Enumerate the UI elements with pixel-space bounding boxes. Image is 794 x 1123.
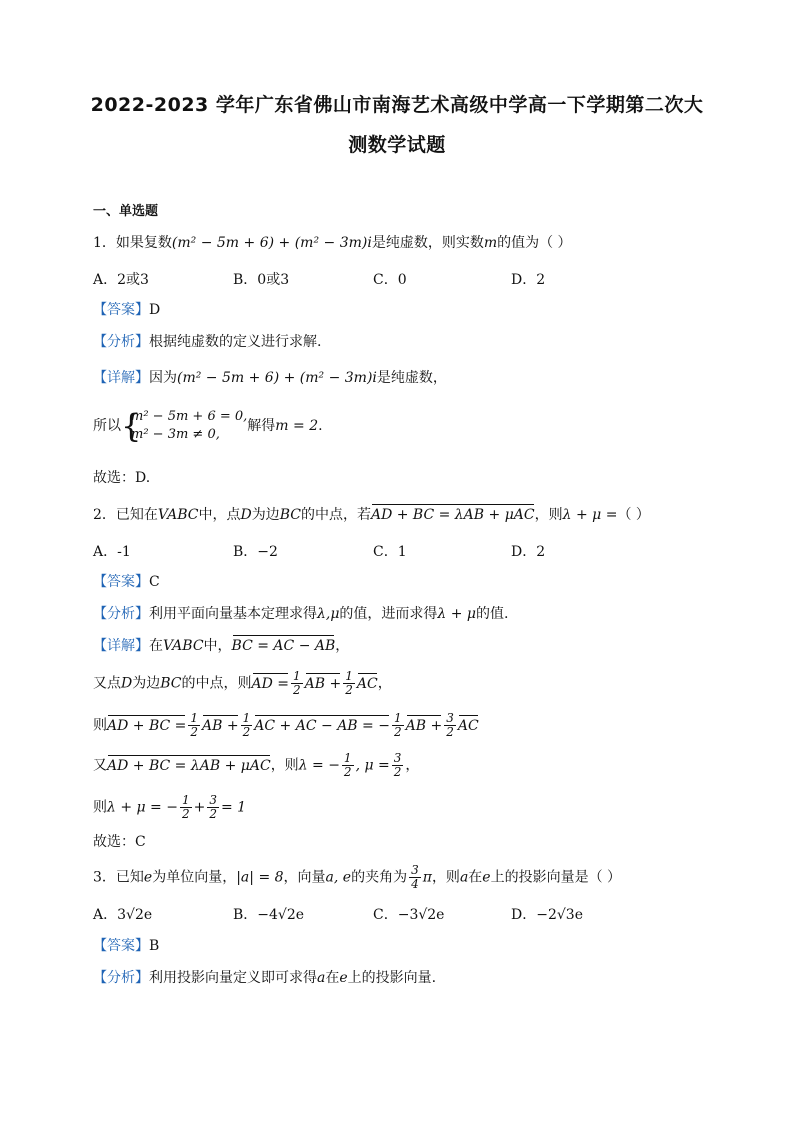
q1-analysis (93, 332, 754, 352)
fraction-numerator: 1 (345, 669, 353, 683)
q2-choose: 故选：C (93, 834, 146, 850)
q1-detail-expr: (m² − 5m + 6) + (m² − 3m)i (177, 370, 377, 386)
q2-d2-end: ， (377, 675, 392, 692)
q2-d2-point: D (121, 675, 133, 692)
q2-vector-condition: AD + BC = λAB + μAC (370, 507, 535, 523)
q3-analysis-text: 利用投影向量定义即可求得 (149, 970, 317, 986)
q2-d4-end: ， (405, 757, 420, 774)
fraction-half (291, 670, 303, 697)
q2-detail-line5 (93, 794, 754, 828)
q3-unit-vector: e (143, 869, 153, 886)
q2-d4-text-b: ，则 (270, 757, 299, 774)
fraction-three-halves (444, 712, 456, 739)
fraction-numerator: 3 (446, 711, 454, 725)
fraction-half (241, 712, 253, 739)
q2-analysis-text-b: 的值，进而求得 (339, 606, 438, 622)
q3-stem-text-d: 的夹角为 (351, 869, 408, 886)
fraction-half (342, 752, 354, 779)
q1-system-eq2: m² − 3m ≠ 0, (131, 427, 220, 442)
q1-complex-expr: (m² − 5m + 6) + (m² − 3m)i (171, 235, 372, 251)
q1-choose: 故选：D. (93, 470, 151, 486)
q2-stem-text: 2．已知在 (93, 507, 158, 523)
q1-analysis-text: 根据纯虚数的定义进行求解. (149, 334, 322, 350)
q2-d3-ab2: AB + (405, 717, 443, 734)
q2-answer-tag: 【答案】 (93, 574, 149, 590)
q3-stem-text-f: 在 (468, 869, 483, 886)
q3-analysis-a: a (317, 970, 326, 986)
fraction-denominator: 2 (343, 765, 352, 779)
fraction-numerator: 1 (393, 711, 402, 725)
fraction-three-halves (392, 752, 404, 779)
q2-d2-text-b: 为边 (132, 675, 161, 692)
q2-d4-mu: , μ = (355, 757, 390, 774)
q1-answer (93, 300, 754, 320)
q1-option-d[interactable]: D．2 (511, 272, 546, 288)
q2-d2-text: 又点 (93, 675, 121, 692)
fraction-half (343, 670, 355, 697)
q2-d2-lhs: AD = (251, 675, 290, 692)
q3-norm: |a| = 8 (236, 869, 284, 886)
q3-vector-a: a (459, 869, 469, 886)
q2-d1-triangle: VABC (163, 638, 204, 654)
q3-analysis-tag: 【分析】 (93, 970, 149, 986)
q1-detail (93, 368, 754, 388)
q2-d3-text: 则 (93, 717, 107, 734)
q2-detail-line2 (93, 670, 754, 704)
q2-analysis (93, 604, 754, 624)
q2-analysis-expr: λ + μ (437, 606, 477, 622)
fraction-half (188, 712, 200, 739)
document-title-line2: 测数学试题 (348, 134, 446, 156)
q2-d2-text-c: 的中点，则 (181, 675, 252, 692)
q2-d4-lambda: λ = − (298, 757, 340, 774)
fraction-denominator: 2 (181, 807, 190, 821)
brace-symbol: { (121, 407, 142, 445)
q1-so-text: 所以 (93, 418, 121, 434)
q3-analysis-text-b: 在 (325, 970, 340, 986)
q3-answer-tag: 【答案】 (93, 938, 149, 954)
q2-d2-ac: AC (356, 675, 378, 692)
q2-d5-expr: λ + μ = − (107, 799, 178, 816)
q1-system (93, 408, 754, 452)
q3-angle-fraction (409, 864, 421, 891)
q2-triangle: VABC (157, 507, 199, 523)
fraction-denominator: 2 (209, 807, 217, 821)
q3-vectors: a, e (325, 869, 352, 886)
q2-option-d[interactable]: D．2 (511, 544, 546, 560)
q1-system-eq1: m² − 5m + 6 = 0, (131, 409, 248, 424)
fraction-denominator: 2 (393, 725, 402, 739)
question-3-stem (93, 864, 754, 898)
q1-option-b[interactable]: B．0或3 (233, 272, 290, 288)
fraction-half (392, 712, 404, 739)
q2-d1-text: 在 (149, 638, 163, 654)
fraction-numerator: 1 (293, 669, 301, 683)
q3-option-b[interactable]: B．−4√2e (233, 907, 305, 923)
q1-detail-text: 因为 (149, 370, 177, 386)
q2-analysis-var: λ,μ (317, 606, 340, 622)
q1-stem-text-c: 的值为（ ） (497, 235, 572, 251)
q2-analysis-text: 利用平面向量基本定理求得 (149, 606, 317, 622)
q2-detail-line4 (93, 752, 754, 786)
q1-equation-system (121, 408, 247, 444)
section-heading: 一、单选题 (93, 204, 159, 219)
q1-answer-tag: 【答案】 (93, 302, 149, 318)
q1-var: m (483, 235, 498, 251)
q2-stem-text-b: 中，点 (198, 507, 241, 523)
q3-answer (93, 936, 754, 956)
q2-d3-ac: AC (457, 717, 479, 734)
q2-d2-ab: AB + (304, 675, 342, 692)
q3-analysis-e: e (339, 970, 348, 986)
fraction-numerator: 1 (242, 711, 251, 725)
q1-solve-end: . (318, 418, 323, 434)
fraction-numerator: 1 (190, 711, 199, 725)
q3-analysis-text-c: 上的投影向量. (347, 970, 437, 986)
q2-d3-ab: AB + (202, 717, 239, 734)
q3-stem-text-g: 上的投影向量是（ ） (490, 869, 622, 886)
q1-solve-text: 解得 (247, 418, 276, 434)
q2-stem-text-d: 的中点，若 (300, 507, 371, 523)
q2-stem-text-c: 为边 (251, 507, 280, 523)
fraction-numerator: 1 (343, 751, 352, 765)
q2-d3-mid: AC + AC − AB = − (254, 717, 390, 734)
document-title-line1: 2022-2023 学年广东省佛山市南海艺术高级中学高一下学期第二次大 (90, 94, 704, 116)
q3-option-a[interactable]: A．3√2e (93, 907, 153, 923)
q2-detail-tag: 【详解】 (93, 638, 149, 654)
q1-analysis-tag: 【分析】 (93, 334, 149, 350)
fraction-denominator: 2 (345, 683, 353, 697)
q2-option-b[interactable]: B．−2 (233, 544, 278, 560)
q1-detail-tag: 【详解】 (93, 370, 149, 386)
question-2-stem (93, 505, 754, 525)
q2-d5-text: 则 (93, 799, 107, 816)
q1-option-a[interactable]: A．2或3 (93, 272, 149, 288)
q1-solve-expr: m = 2 (275, 418, 319, 434)
q2-d3-lhs: AD + BC = (107, 717, 187, 734)
q2-detail-line3 (93, 712, 754, 746)
q2-d2-side: BC (160, 675, 182, 692)
fraction-numerator: 3 (209, 793, 217, 807)
q2-d1-expr: BC = AC − AB (231, 638, 336, 654)
fraction-three-halves (207, 794, 219, 821)
q2-option-a[interactable]: A．-1 (93, 544, 131, 560)
q2-d1-text-c: ， (335, 638, 350, 654)
fraction-denominator: 2 (190, 725, 199, 739)
q3-stem-text-b: 为单位向量， (152, 869, 237, 886)
fraction-half (180, 794, 192, 821)
q3-option-d[interactable]: D．−2√3e (511, 907, 583, 923)
fraction-denominator: 2 (393, 765, 402, 779)
q3-vector-e: e (482, 869, 491, 886)
q2-side: BC (279, 507, 301, 523)
q2-stem-text-e: ，则 (534, 507, 563, 523)
q2-analysis-tag: 【分析】 (93, 606, 149, 622)
q2-point: D (240, 507, 252, 523)
q3-answer-value: B (149, 938, 160, 954)
q2-detail-line1 (93, 636, 754, 656)
q3-analysis (93, 968, 754, 988)
fraction-denominator: 2 (446, 725, 454, 739)
q2-d5-plus: + (193, 799, 206, 816)
question-1-stem (93, 233, 754, 253)
q2-analysis-text-c: 的值. (476, 606, 509, 622)
q3-pi: π (422, 869, 432, 886)
q1-detail-text-b: 是纯虚数， (376, 370, 447, 386)
q2-answer-value: C (149, 574, 160, 590)
q3-stem-text: 3．已知 (93, 869, 144, 886)
q2-d4-text: 又 (93, 757, 107, 774)
fraction-numerator: 1 (181, 793, 190, 807)
q2-option-c[interactable]: C．1 (373, 544, 407, 560)
q2-d5-eq: = 1 (220, 799, 247, 816)
q1-option-c[interactable]: C．0 (373, 272, 407, 288)
q1-stem-text: 1．如果复数 (93, 235, 172, 251)
fraction-numerator: 3 (393, 751, 402, 765)
q3-stem-text-c: ，向量 (283, 869, 326, 886)
q1-stem-text-b: 是纯虚数，则实数 (371, 235, 484, 251)
q2-d4-expr: AD + BC = λAB + μAC (107, 757, 271, 774)
q3-option-c[interactable]: C．−3√2e (373, 907, 445, 923)
q2-stem-text-f: （ ） (617, 507, 650, 523)
q2-d1-text-b: 中， (203, 638, 232, 654)
q3-stem-text-e: ，则 (431, 869, 460, 886)
fraction-denominator: 2 (242, 725, 251, 739)
q2-answer (93, 572, 754, 592)
q1-answer-value: D (149, 302, 161, 318)
fraction-denominator: 2 (293, 683, 301, 697)
fraction-numerator: 3 (411, 863, 419, 877)
q2-ask-expr: λ + μ = (562, 507, 618, 523)
fraction-denominator: 4 (411, 877, 419, 891)
